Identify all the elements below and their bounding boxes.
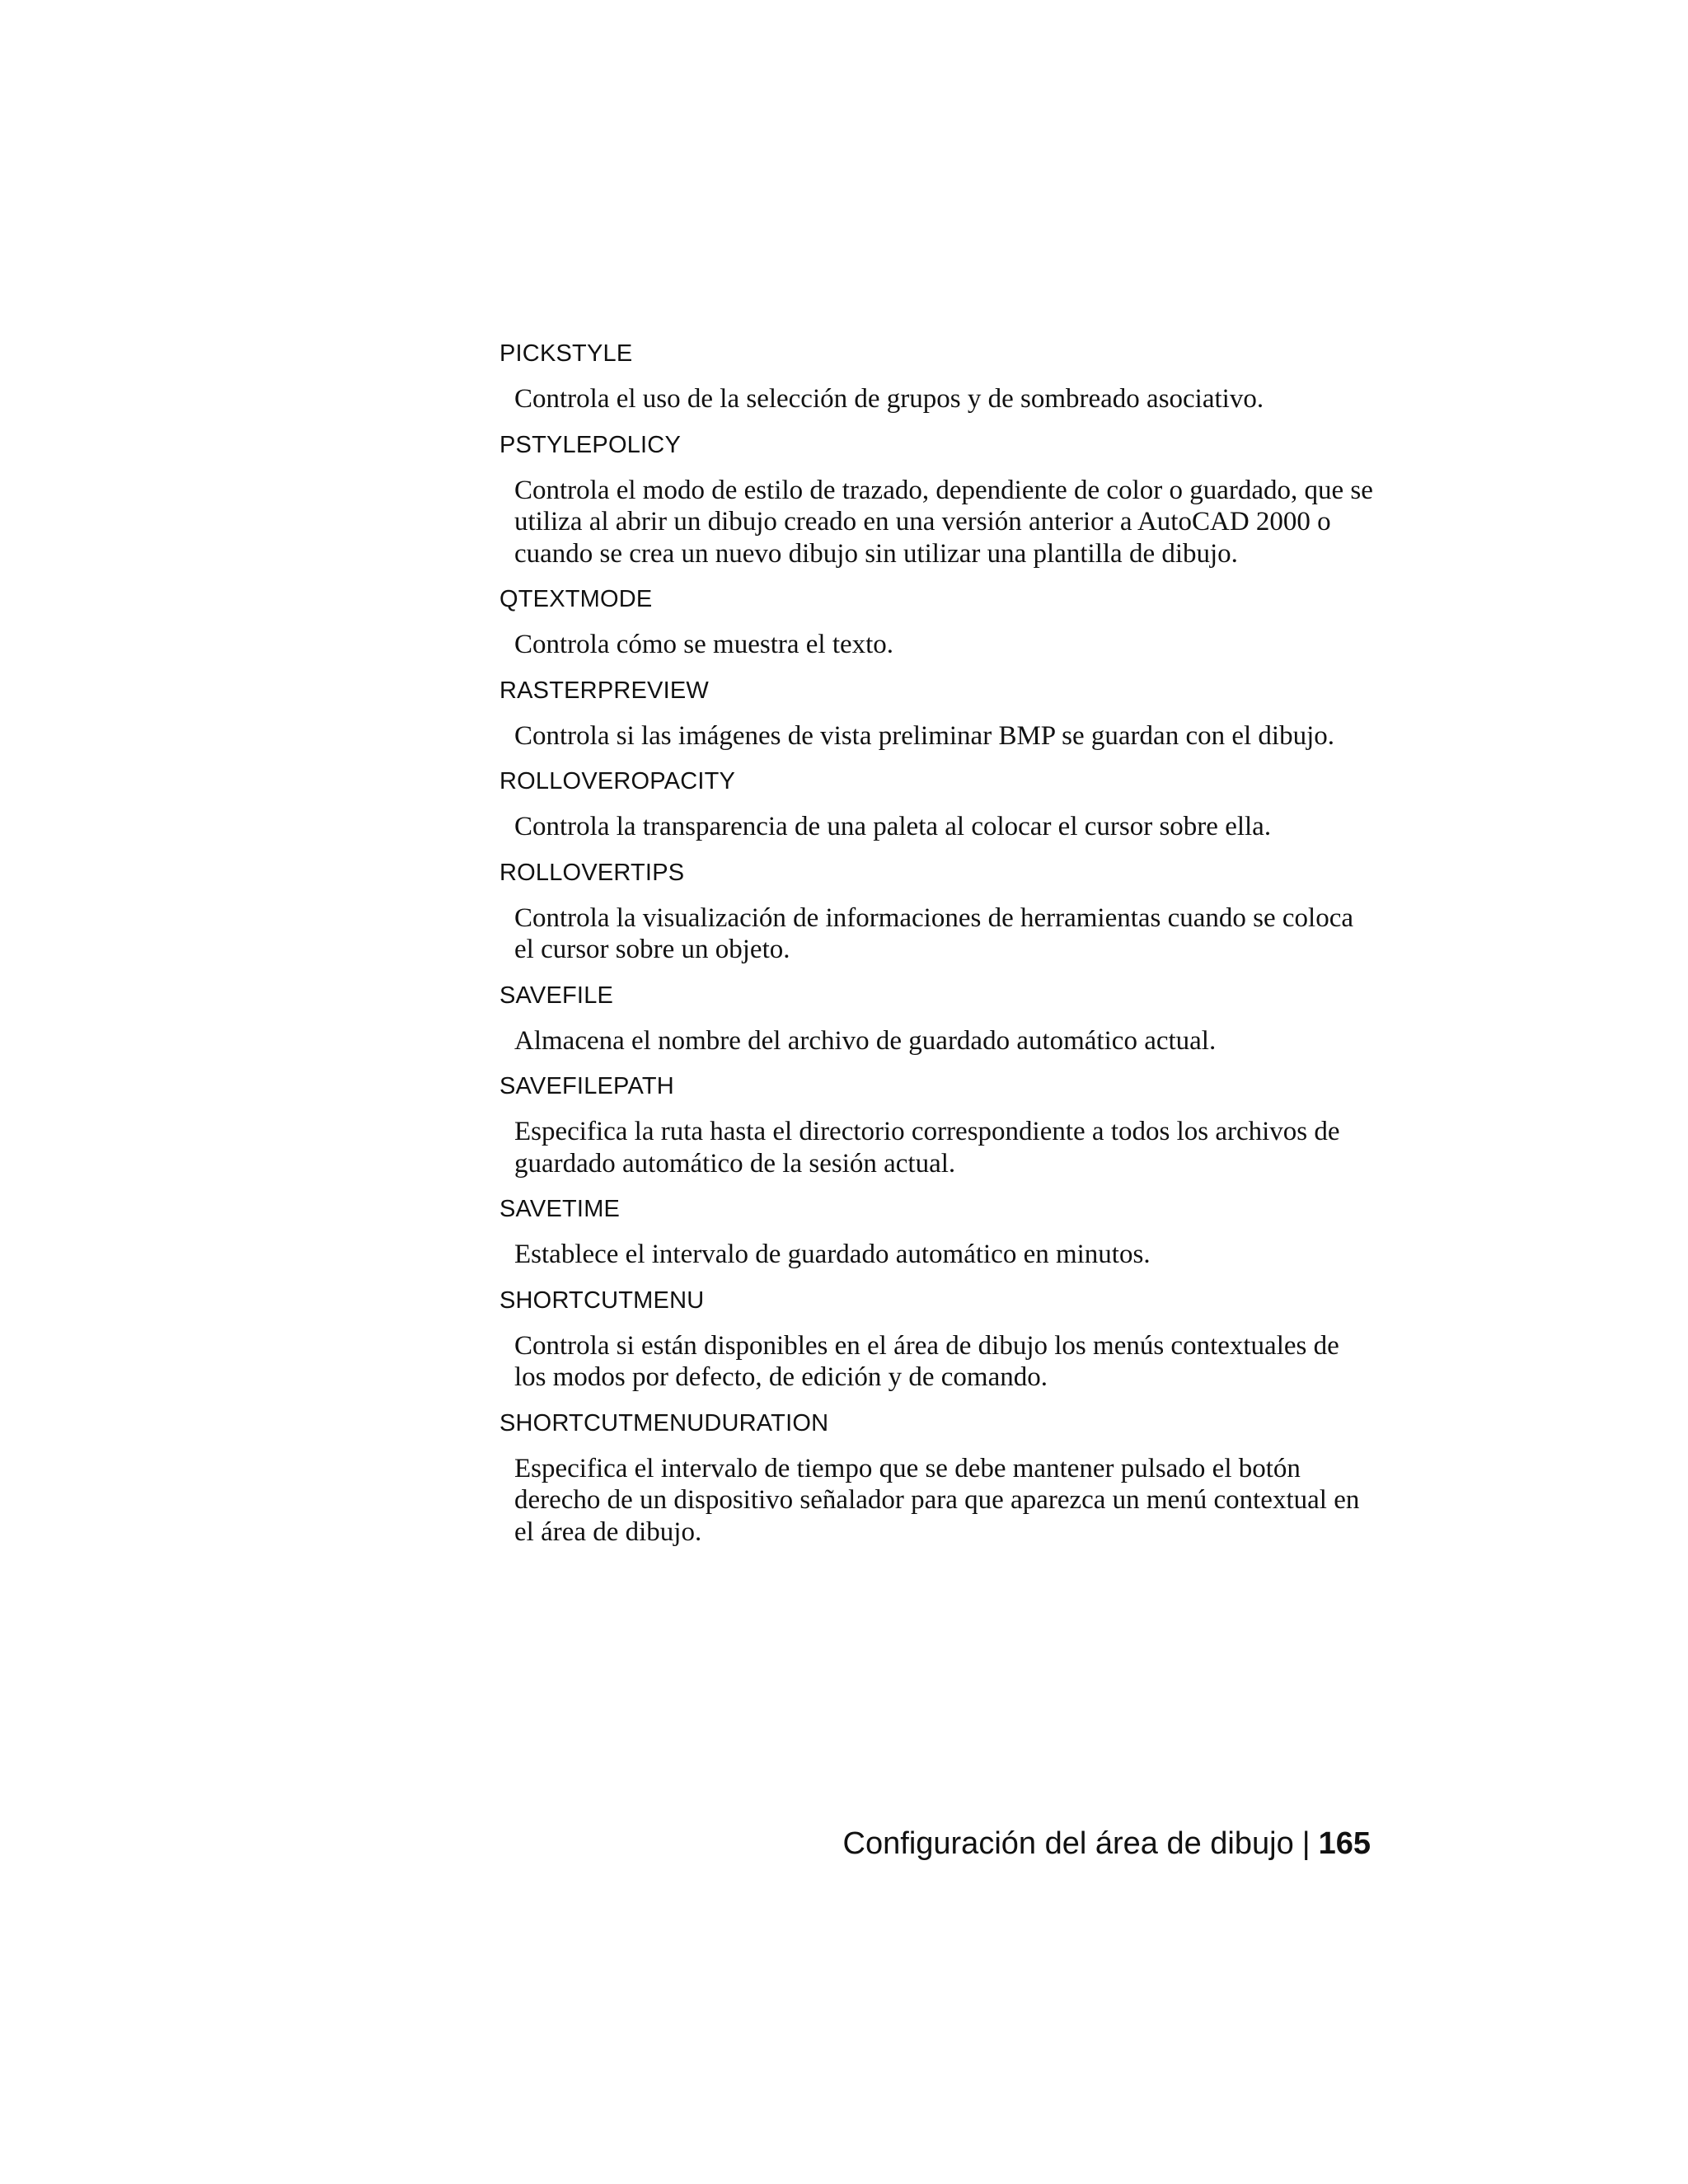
variable-name: PSTYLEPOLICY [499, 431, 681, 458]
variable-description: Controla si están disponibles en el área de dibujo los menús contextuales de los modos por defecto, de edición y de comando. [514, 1330, 1339, 1392]
variable-description: Establece el intervalo de guardado automático en minutos. [514, 1240, 1151, 1269]
variable-entry-rolloveropacity [499, 766, 1373, 843]
variable-description: Controla el uso de la selección de grupos y de sombreado asociativo. [514, 384, 1264, 414]
variable-name: SHORTCUTMENU [499, 1286, 705, 1314]
variable-name: QTEXTMODE [499, 586, 653, 612]
variable-name: RASTERPREVIEW [499, 677, 709, 704]
footer-section-title: Configuración del área de dibujo [842, 1826, 1294, 1861]
variable-description: Controla si las imágenes de vista preliminar BMP se guardan con el dibujo. [514, 720, 1334, 751]
variable-description: Controla cómo se muestra el texto. [514, 630, 894, 659]
variable-description: Especifica la ruta hasta el directorio correspondiente a todos los archivos de guardado automático de la sesión actual. [514, 1117, 1340, 1179]
variable-entry-shortcutmenuduration [499, 1408, 1373, 1549]
footer-separator: | [1301, 1826, 1311, 1861]
variable-entry-rasterpreview [499, 675, 1373, 752]
variable-entry-pickstyle [499, 338, 1373, 415]
variable-name: SAVEFILEPATH [499, 1073, 674, 1099]
variable-entry-savefile [499, 980, 1373, 1057]
system-variable-list [499, 338, 1373, 1562]
variable-name: SAVEFILE [499, 982, 614, 1009]
variable-entry-qtextmode [499, 583, 1373, 661]
variable-description: Controla el modo de estilo de trazado, dependiente de color o guardado, que se utiliza al abrir un dibujo creado en una versión anterior a AutoCAD 2000 o cuando se crea un nuevo dibujo sin utilizar una plantilla de dibujo. [514, 475, 1373, 569]
variable-name: SAVETIME [499, 1196, 621, 1222]
variable-name: ROLLOVEROPACITY [499, 768, 736, 794]
variable-entry-shortcutmenu [499, 1285, 1373, 1394]
page-number: 165 [1318, 1826, 1371, 1861]
page-footer [843, 1823, 1371, 1864]
variable-description: Controla la transparencia de una paleta al colocar el cursor sobre ella. [514, 812, 1272, 841]
variable-name: SHORTCUTMENUDURATION [499, 1409, 829, 1436]
variable-entry-rollovertips [499, 857, 1373, 966]
variable-name: PICKSTYLE [499, 340, 633, 367]
variable-name: ROLLOVERTIPS [499, 859, 685, 886]
variable-entry-savefilepath [499, 1071, 1373, 1179]
variable-description: Controla la visualización de informaciones de herramientas cuando se coloca el cursor sobre un objeto. [514, 902, 1354, 964]
variable-entry-savetime [499, 1193, 1373, 1271]
variable-entry-pstylepolicy [499, 429, 1373, 570]
variable-description: Almacena el nombre del archivo de guardado automático actual. [514, 1025, 1217, 1056]
variable-description: Especifica el intervalo de tiempo que se debe mantener pulsado el botón derecho de un dispositivo señalador para que aparezca un menú contextual en el área de dibujo. [514, 1453, 1360, 1547]
